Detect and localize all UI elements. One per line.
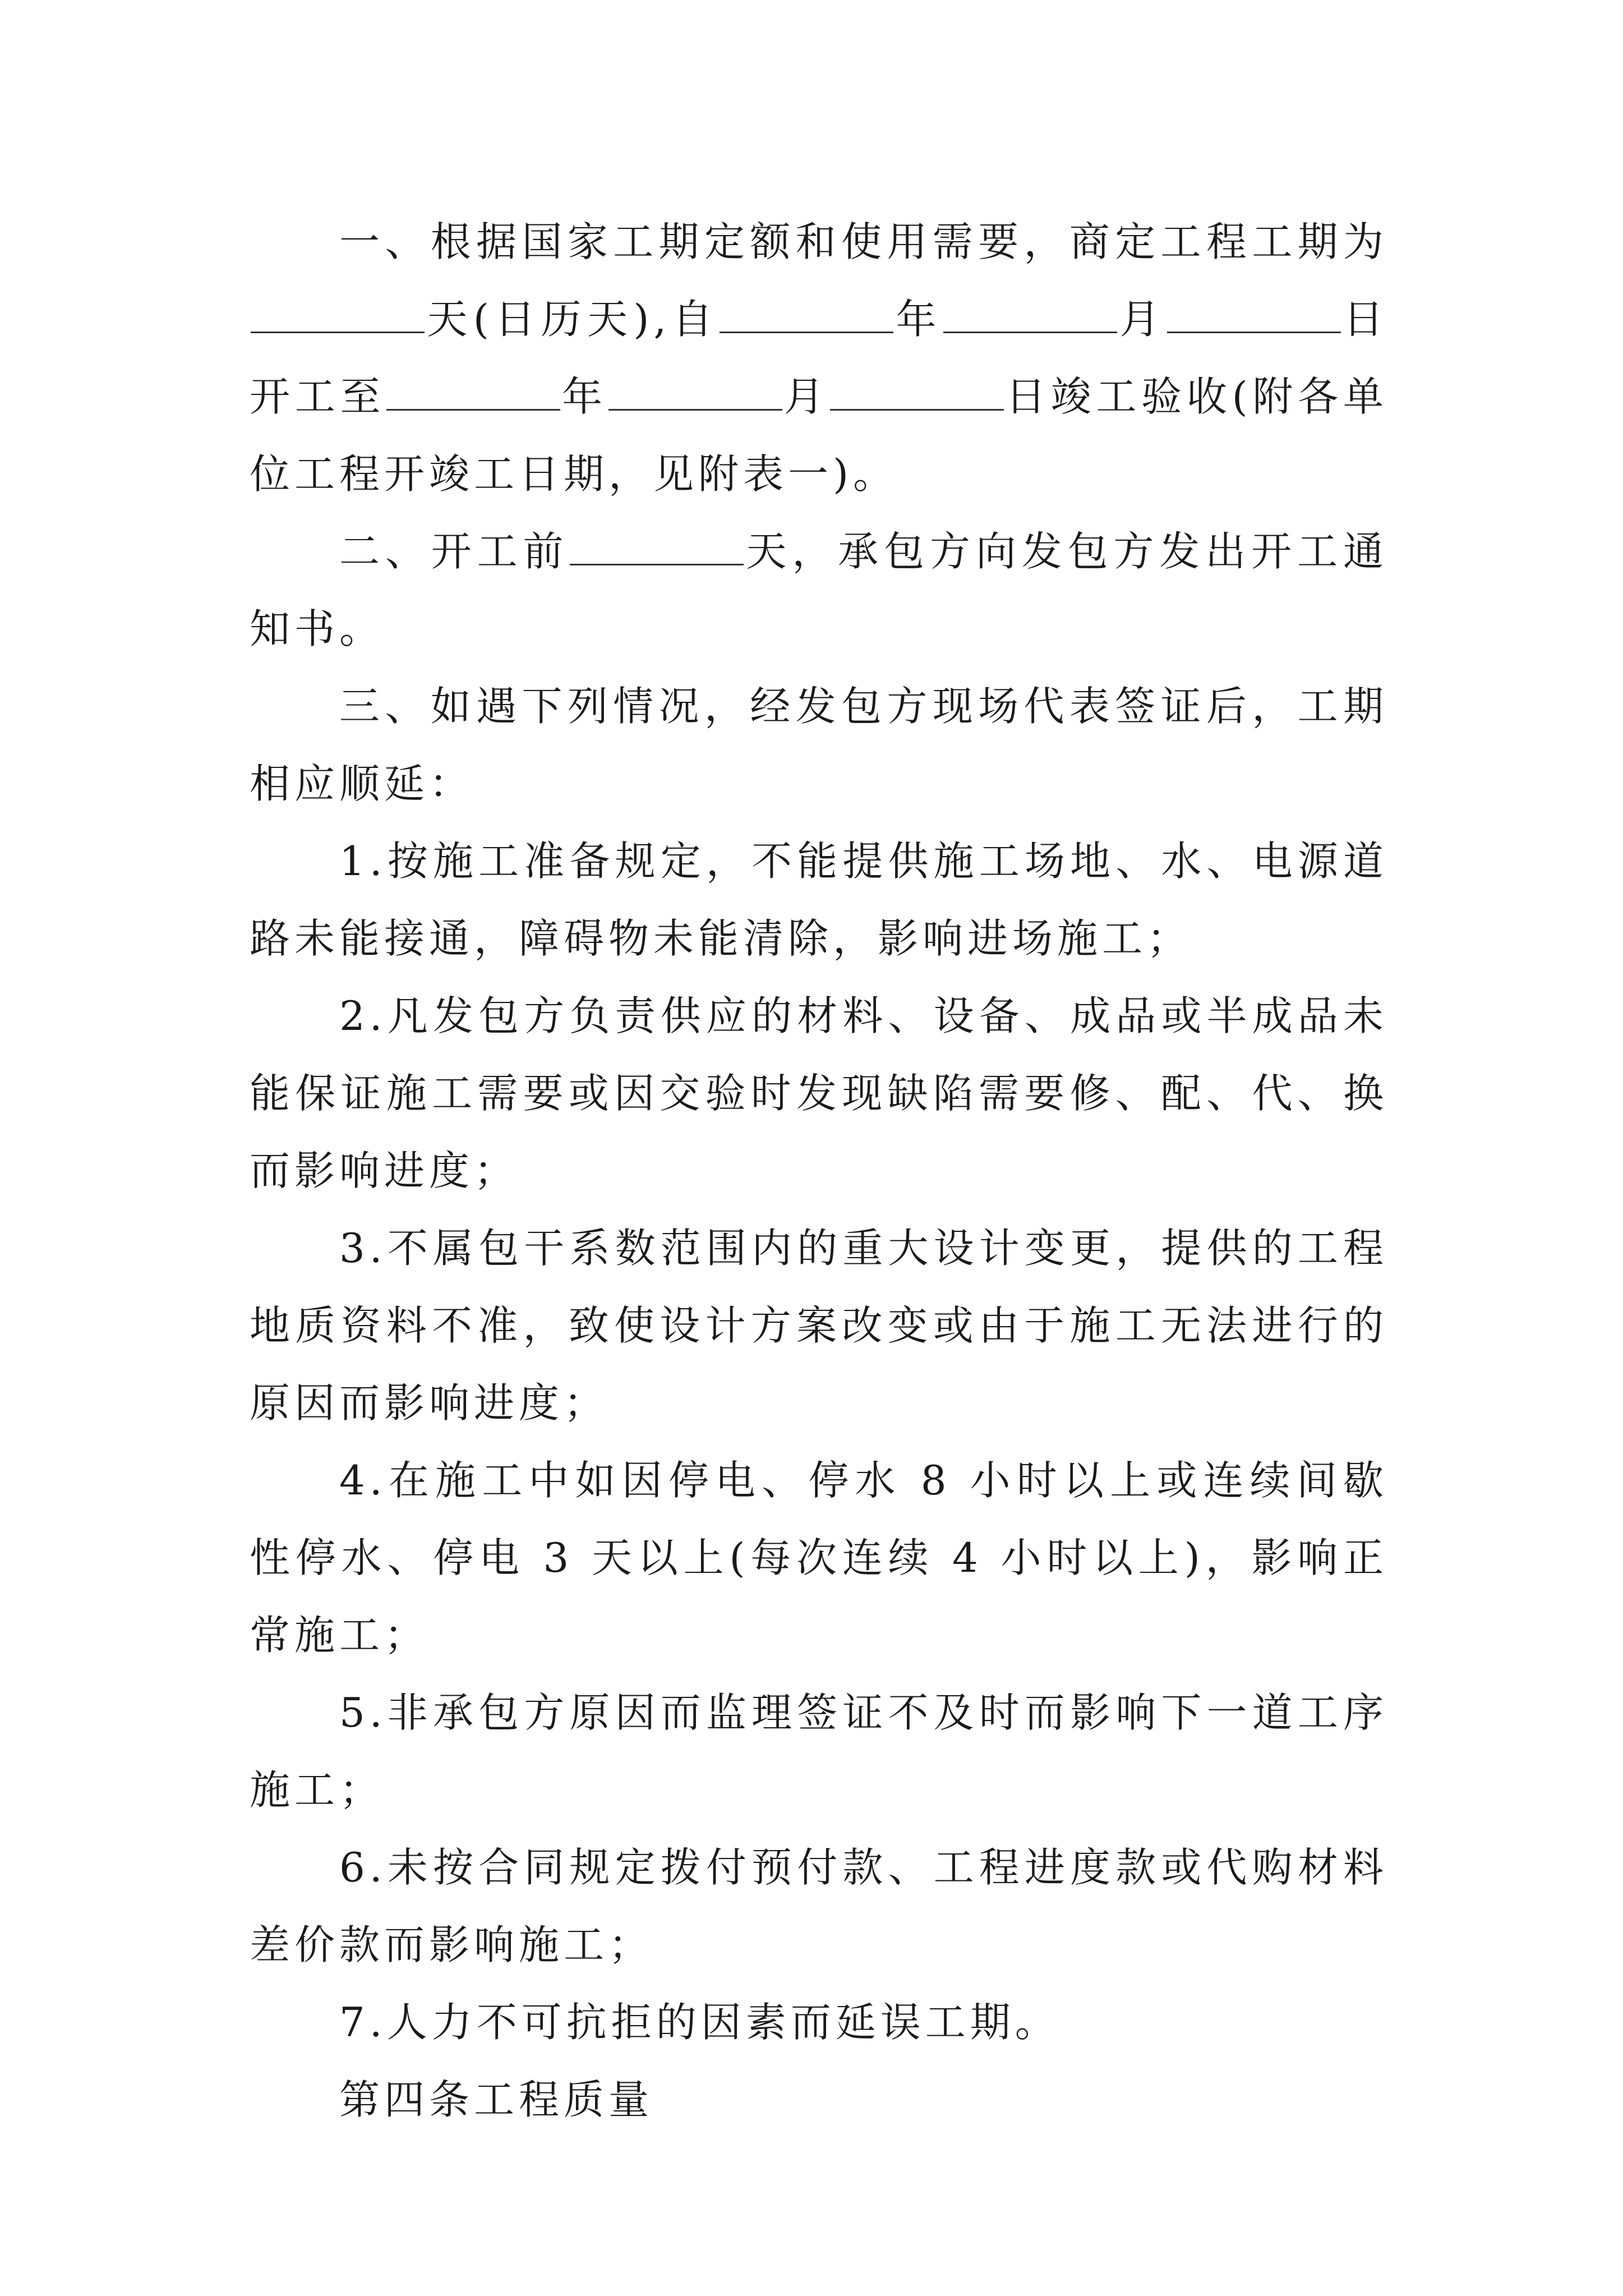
list-item-1 xyxy=(250,822,1388,977)
text-segment: 3.不属包干系数范围内的重大设计变更，提供的工程地质资料不准，致使设计方案改变或由于施工无法进行的原因而影响进度； xyxy=(250,1225,1388,1427)
text-segment: 月 xyxy=(783,373,829,420)
text-segment: 天(日历天),自 xyxy=(426,296,719,343)
text-segment: 日开工至 xyxy=(250,296,1388,420)
list-item-4 xyxy=(250,1442,1388,1674)
paragraph-notice xyxy=(250,513,1388,668)
text-segment: 年 xyxy=(561,373,607,420)
list-item-6 xyxy=(250,1829,1388,1984)
text-segment: 2.凡发包方负责供应的材料、设备、成品或半成品未能保证施工需要或因交验时发现缺陷需要修、配、代、换而影响进度； xyxy=(250,992,1388,1194)
text-segment: 二、开工前 xyxy=(339,528,569,575)
fill-in-blank-end-year xyxy=(386,375,560,411)
text-segment: 第四条工程质量 xyxy=(339,2076,654,2123)
list-item-7 xyxy=(250,1984,1388,2061)
fill-in-blank-start-month xyxy=(943,298,1117,333)
text-segment: 月 xyxy=(1118,296,1166,343)
text-segment: 7.人力不可抗拒的因素而延误工期。 xyxy=(339,1999,1060,2046)
paragraph-extension-conditions xyxy=(250,668,1388,822)
text-segment: 5.非承包方原因而监理签证不及时而影响下一道工序施工； xyxy=(250,1689,1388,1814)
paragraph-duration xyxy=(250,203,1388,513)
text-segment: 一、根据国家工期定额和使用需要，商定工程工期为 xyxy=(339,218,1388,265)
text-segment: 天，承包方向发包方发出开工通知书。 xyxy=(250,528,1388,652)
text-segment: 4.在施工中如因停电、停水 8 小时以上或连续间歇性停水、停电 3 天以上(每次连续 4 小时以上)，影响正常施工； xyxy=(250,1457,1388,1659)
fill-in-blank-start-year xyxy=(720,298,893,333)
fill-in-blank-end-month xyxy=(608,375,782,411)
text-segment: 年 xyxy=(895,296,942,343)
fill-in-blank-days xyxy=(251,298,425,333)
fill-in-blank-start-day xyxy=(1167,298,1341,333)
section-heading-quality xyxy=(250,2061,1388,2138)
text-segment: 三、如遇下列情况，经发包方现场代表签证后，工期相应顺延： xyxy=(250,683,1388,807)
text-segment: 日竣工验收(附各单位工程开竣工日期，见附表一)。 xyxy=(250,373,1388,498)
fill-in-blank-notice-days xyxy=(570,530,744,565)
text-segment: 6.未按合同规定拨付预付款、工程进度款或代购材料差价款而影响施工； xyxy=(250,1844,1388,1968)
document-body xyxy=(250,203,1388,2138)
list-item-3 xyxy=(250,1209,1388,1442)
list-item-5 xyxy=(250,1674,1388,1829)
fill-in-blank-end-day xyxy=(830,375,1004,411)
list-item-2 xyxy=(250,977,1388,1209)
text-segment: 1.按施工准备规定，不能提供施工场地、水、电源道路未能接通，障碍物未能清除，影响进场施工； xyxy=(250,838,1388,962)
